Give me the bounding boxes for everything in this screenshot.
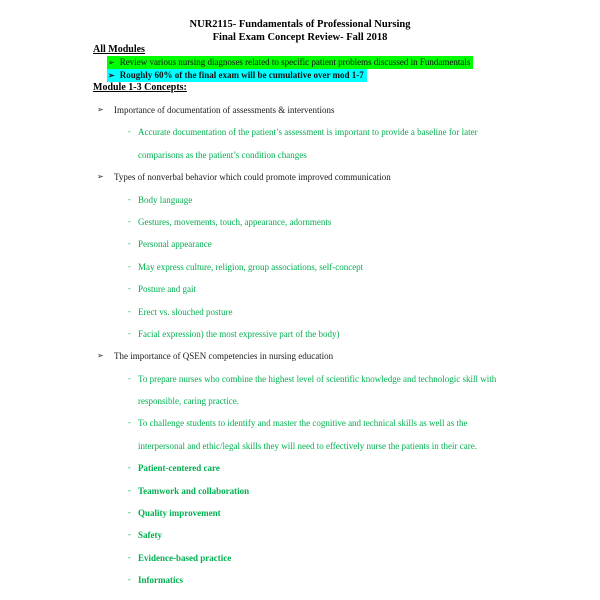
concept-text: May express culture, religion, group associations, self-concept bbox=[138, 261, 364, 272]
concept-text: Erect vs. slouched posture bbox=[138, 306, 233, 317]
arrow-bullet-icon: ➢ bbox=[108, 71, 115, 80]
concept-subitem bbox=[0, 323, 600, 345]
concept-text: interpersonal and ethic/legal skills they will need to effectively nurse the patients in their care. bbox=[138, 440, 477, 451]
dash-bullet-icon: - bbox=[128, 418, 131, 428]
highlighted-bullet-text: Review various nursing diagnoses related to specific patient problems discussed in Fundamentals bbox=[119, 57, 471, 67]
concept-subitem bbox=[0, 569, 600, 591]
concept-subitem bbox=[0, 256, 600, 278]
dash-bullet-icon: - bbox=[128, 575, 131, 585]
highlight-chip bbox=[107, 56, 473, 69]
highlighted-bullet-text: Roughly 60% of the final exam will be cumulative over mod 1-7 bbox=[119, 70, 364, 80]
highlighted-bullet bbox=[107, 69, 600, 82]
dash-bullet-icon: - bbox=[128, 552, 131, 562]
concept-subitem bbox=[0, 412, 600, 434]
concept-text: comparisons as the patient’s condition changes bbox=[138, 149, 307, 160]
concept-subitem bbox=[0, 144, 600, 166]
dash-bullet-icon: - bbox=[128, 508, 131, 518]
concept-subitem bbox=[0, 211, 600, 233]
concept-subitem bbox=[0, 121, 600, 143]
concept-text: Informatics bbox=[138, 575, 183, 586]
document-header bbox=[0, 0, 600, 44]
highlight-chip bbox=[107, 69, 367, 82]
concept-text: The importance of QSEN competencies in nursing education bbox=[114, 351, 334, 362]
concept-subitem bbox=[0, 547, 600, 569]
concept-text: Safety bbox=[138, 530, 162, 541]
dash-bullet-icon: - bbox=[128, 194, 131, 204]
concept-text: Types of nonverbal behavior which could promote improved communication bbox=[114, 172, 391, 183]
doc-subtitle: Final Exam Concept Review- Fall 2018 bbox=[212, 32, 388, 43]
concept-text: Facial expression) the most expressive part of the body) bbox=[138, 328, 340, 339]
arrow-bullet-icon: ➢ bbox=[97, 172, 104, 182]
concept-text: Gestures, movements, touch, appearance, adornments bbox=[138, 216, 332, 227]
concept-subitem bbox=[0, 301, 600, 323]
concept-text: Posture and gait bbox=[138, 284, 196, 295]
concept-subitem bbox=[0, 189, 600, 211]
concept-text: To challenge students to identify and master the cognitive and technical skills as well as the bbox=[138, 418, 468, 429]
concept-text: Personal appearance bbox=[138, 239, 212, 250]
concept-item bbox=[0, 99, 600, 121]
concept-text: responsible, caring practice. bbox=[138, 396, 239, 407]
dash-bullet-icon: - bbox=[128, 261, 131, 271]
dash-bullet-icon: - bbox=[128, 239, 131, 249]
section-heading-all-modules: All Modules bbox=[93, 44, 145, 55]
arrow-bullet-icon: ➢ bbox=[97, 105, 104, 114]
concept-subitem bbox=[0, 278, 600, 300]
highlighted-bullet bbox=[107, 56, 600, 69]
dash-bullet-icon: - bbox=[128, 127, 131, 137]
dash-bullet-icon: - bbox=[128, 216, 131, 226]
dash-bullet-icon: - bbox=[128, 328, 131, 338]
concept-subitem bbox=[0, 480, 600, 502]
doc-title: NUR2115- Fundamentals of Professional Nursing bbox=[189, 19, 411, 30]
concept-subitem bbox=[0, 233, 600, 255]
concept-text: To prepare nurses who combine the highest level of scientific knowledge and technologic skill with bbox=[138, 373, 497, 384]
concept-text: Accurate documentation of the patient’s assessment is important to provide a baseline for later bbox=[138, 127, 478, 138]
arrow-bullet-icon: ➢ bbox=[97, 351, 104, 361]
dash-bullet-icon: - bbox=[128, 306, 131, 316]
concept-subitem bbox=[0, 390, 600, 412]
concept-subitem bbox=[0, 502, 600, 524]
concept-subitem bbox=[0, 524, 600, 546]
highlighted-bullet-list bbox=[0, 56, 600, 82]
concept-text: Patient-centered care bbox=[138, 463, 220, 474]
dash-bullet-icon: - bbox=[128, 530, 131, 540]
concept-text: Teamwork and collaboration bbox=[138, 485, 250, 496]
concept-item bbox=[0, 166, 600, 188]
dash-bullet-icon: - bbox=[128, 284, 131, 294]
section-heading-module-1-3: Module 1-3 Concepts: bbox=[93, 82, 187, 93]
concept-subitem bbox=[0, 435, 600, 457]
dash-bullet-icon: - bbox=[128, 463, 131, 473]
concept-subitem bbox=[0, 368, 600, 390]
arrow-bullet-icon: ➢ bbox=[108, 58, 115, 67]
concept-item bbox=[0, 345, 600, 367]
concept-text: Importance of documentation of assessments & interventions bbox=[114, 105, 335, 115]
concept-list bbox=[0, 99, 600, 592]
concept-text: Quality improvement bbox=[138, 508, 221, 519]
concept-subitem bbox=[0, 457, 600, 479]
concept-text: Evidence-based practice bbox=[138, 552, 232, 563]
concept-text: Body language bbox=[138, 194, 193, 205]
dash-bullet-icon: - bbox=[128, 485, 131, 495]
dash-bullet-icon: - bbox=[128, 373, 131, 383]
